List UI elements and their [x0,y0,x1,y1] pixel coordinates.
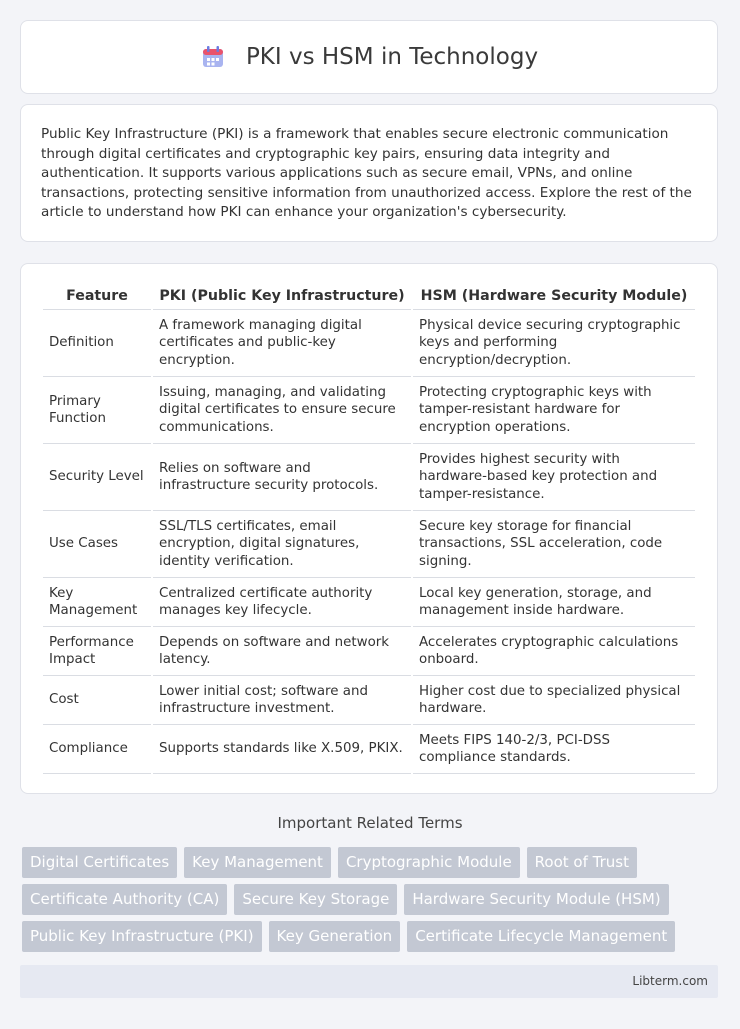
intro-card [20,104,718,242]
pki-cell: Depends on software and network latency. [153,627,411,676]
feature-cell: Compliance [43,725,151,774]
tag-root-of-trust[interactable]: Root of Trust [527,847,637,878]
table-row [43,627,695,676]
tag-key-management[interactable]: Key Management [184,847,331,878]
tag-secure-key-storage[interactable]: Secure Key Storage [234,884,397,915]
table-row [43,377,695,444]
feature-cell: Use Cases [43,511,151,578]
related-terms-heading: Important Related Terms [277,814,463,832]
feature-cell: Key Management [43,578,151,627]
tag-cryptographic-module[interactable]: Cryptographic Module [338,847,520,878]
header-pki: PKI (Public Key Infrastructure) [153,282,411,310]
feature-cell: Primary Function [43,377,151,444]
pki-cell: Supports standards like X.509, PKIX. [153,725,411,774]
feature-cell: Cost [43,676,151,725]
tag-certificate-authority[interactable]: Certificate Authority (CA) [22,884,227,915]
table-row [43,578,695,627]
tag-hardware-security-module[interactable]: Hardware Security Module (HSM) [404,884,668,915]
hsm-cell: Meets FIPS 140-2/3, PCI-DSS compliance standards. [413,725,695,774]
table-row [43,511,695,578]
pki-cell: Lower initial cost; software and infrastructure investment. [153,676,411,725]
feature-cell: Definition [43,310,151,377]
header-feature: Feature [43,282,151,310]
tag-key-generation[interactable]: Key Generation [269,921,401,952]
intro-paragraph: Public Key Infrastructure (PKI) is a framework that enables secure electronic communication through digital certificates and cryptographic key pairs, ensuring data integrity and authentication. It supports various applications such as secure email, VPNs, and online transactions, protecting sensitive information from unauthorized access. Explore the rest of the article to understand how PKI can enhance your organization's cybersecurity. [41,126,692,220]
comparison-table [41,282,697,774]
pki-cell: Relies on software and infrastructure security protocols. [153,444,411,511]
feature-cell: Security Level [43,444,151,511]
tag-certificate-lifecycle-management[interactable]: Certificate Lifecycle Management [407,921,675,952]
pki-cell: A framework managing digital certificates and public-key encryption. [153,310,411,377]
page-title-text: PKI vs HSM in Technology [245,44,539,70]
pki-cell: Centralized certificate authority manages key lifecycle. [153,578,411,627]
hsm-cell: Higher cost due to specialized physical hardware. [413,676,695,725]
tag-digital-certificates[interactable]: Digital Certificates [22,847,177,878]
table-row [43,725,695,774]
feature-cell: Performance Impact [43,627,151,676]
title-card [20,20,718,94]
comparison-table-card [20,263,718,794]
hsm-cell: Secure key storage for financial transactions, SSL acceleration, code signing. [413,511,695,578]
hsm-cell: Physical device securing cryptographic keys and performing encryption/decryption. [413,310,695,377]
hsm-cell: Provides highest security with hardware-based key protection and tamper-resistance. [413,444,695,511]
pki-cell: Issuing, managing, and validating digital certificates to ensure secure communications. [153,377,411,444]
pki-cell: SSL/TLS certificates, email encryption, digital signatures, identity verification. [153,511,411,578]
related-terms-tags [22,847,722,958]
footer-site-link[interactable]: Libterm.com [632,974,708,988]
header-hsm: HSM (Hardware Security Module) [413,282,695,310]
hsm-cell: Accelerates cryptographic calculations onboard. [413,627,695,676]
table-row [43,444,695,511]
table-row [43,310,695,377]
calendar-icon [200,44,226,70]
hsm-cell: Protecting cryptographic keys with tamper-resistant hardware for encryption operations. [413,377,695,444]
page-title [200,44,538,70]
hsm-cell: Local key generation, storage, and management inside hardware. [413,578,695,627]
tag-public-key-infrastructure[interactable]: Public Key Infrastructure (PKI) [22,921,262,952]
table-row [43,676,695,725]
footer [20,965,718,998]
